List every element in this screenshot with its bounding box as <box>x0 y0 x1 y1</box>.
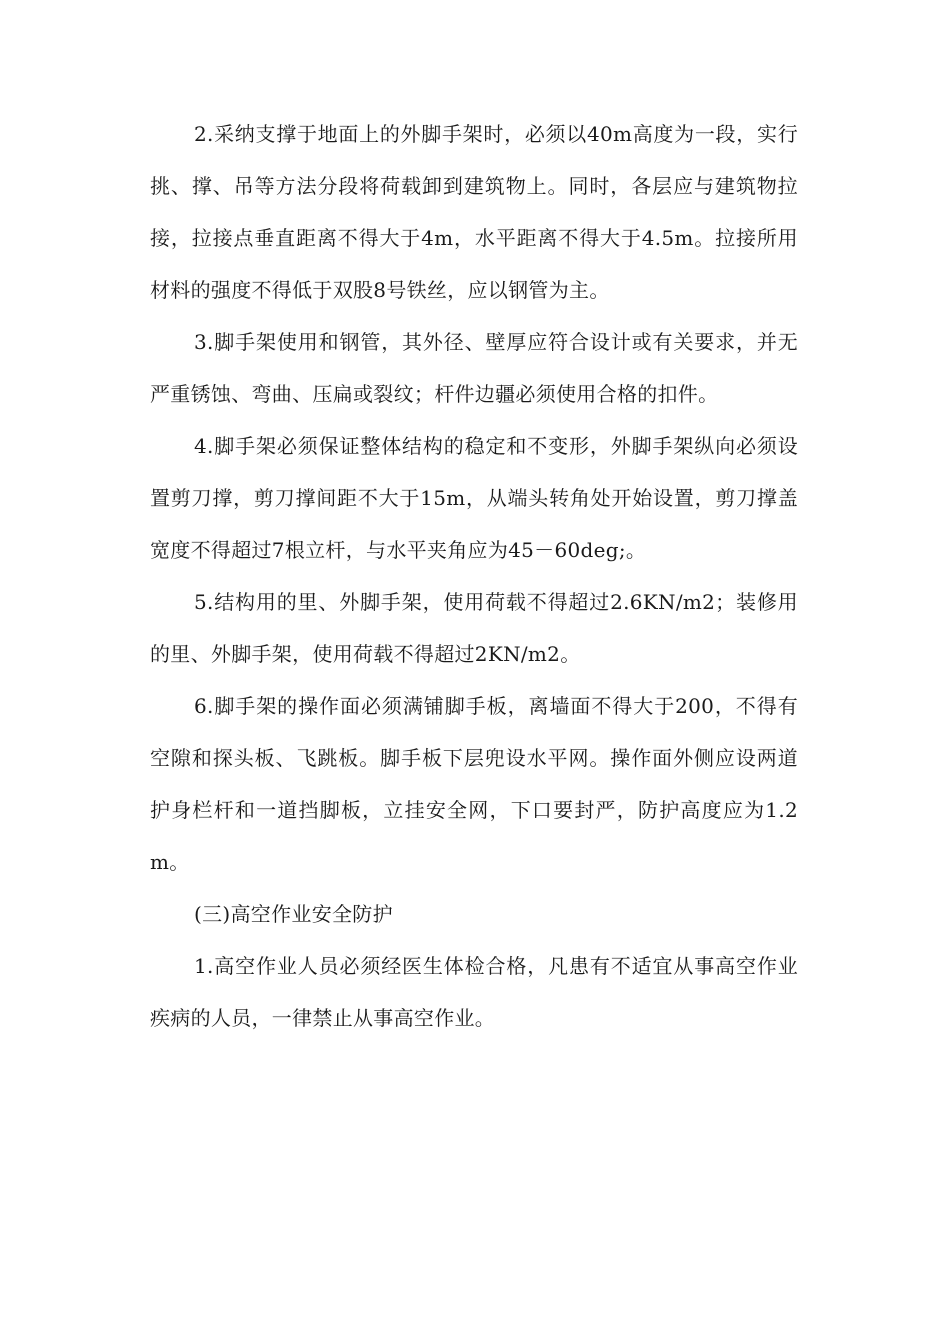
document-body <box>150 108 798 1044</box>
paragraph-scaffold-support: 2.采纳支撑于地面上的外脚手架时，必须以40m高度为一段，实行挑、撑、吊等方法分段将荷载卸到建筑物上。同时，各层应与建筑物拉接，拉接点垂直距离不得大于4m，水平距离不得大于4.5m。拉接所用材料的强度不得低于双股8号铁丝，应以钢管为主。 <box>150 122 798 302</box>
paragraph-load-limits: 5.结构用的里、外脚手架，使用荷载不得超过2.6KN/m2；装修用的里、外脚手架，使用荷载不得超过2KN/m2。 <box>150 590 798 666</box>
section-heading-high-altitude: (三)高空作业安全防护 <box>194 902 393 926</box>
paragraph-steel-pipe: 3.脚手架使用和钢管，其外径、壁厚应符合设计或有关要求，并无严重锈蚀、弯曲、压扁或裂纹；杆件边疆必须使用合格的扣件。 <box>150 330 798 406</box>
paragraph-work-surface: 6.脚手架的操作面必须满铺脚手板，离墙面不得大于200，不得有空隙和探头板、飞跳板。脚手板下层兜设水平网。操作面外侧应设两道护身栏杆和一道挡脚板，立挂安全网，下口要封严，防护高度应为1.2m。 <box>150 694 798 874</box>
paragraph-medical-check: 1.高空作业人员必须经医生体检合格，凡患有不适宜从事高空作业疾病的人员，一律禁止从事高空作业。 <box>150 954 798 1030</box>
paragraph-structure-stability: 4.脚手架必须保证整体结构的稳定和不变形，外脚手架纵向必须设置剪刀撑，剪刀撑间距不大于15m，从端头转角处开始设置，剪刀撑盖宽度不得超过7根立杆，与水平夹角应为45－60deg;。 <box>150 434 798 562</box>
